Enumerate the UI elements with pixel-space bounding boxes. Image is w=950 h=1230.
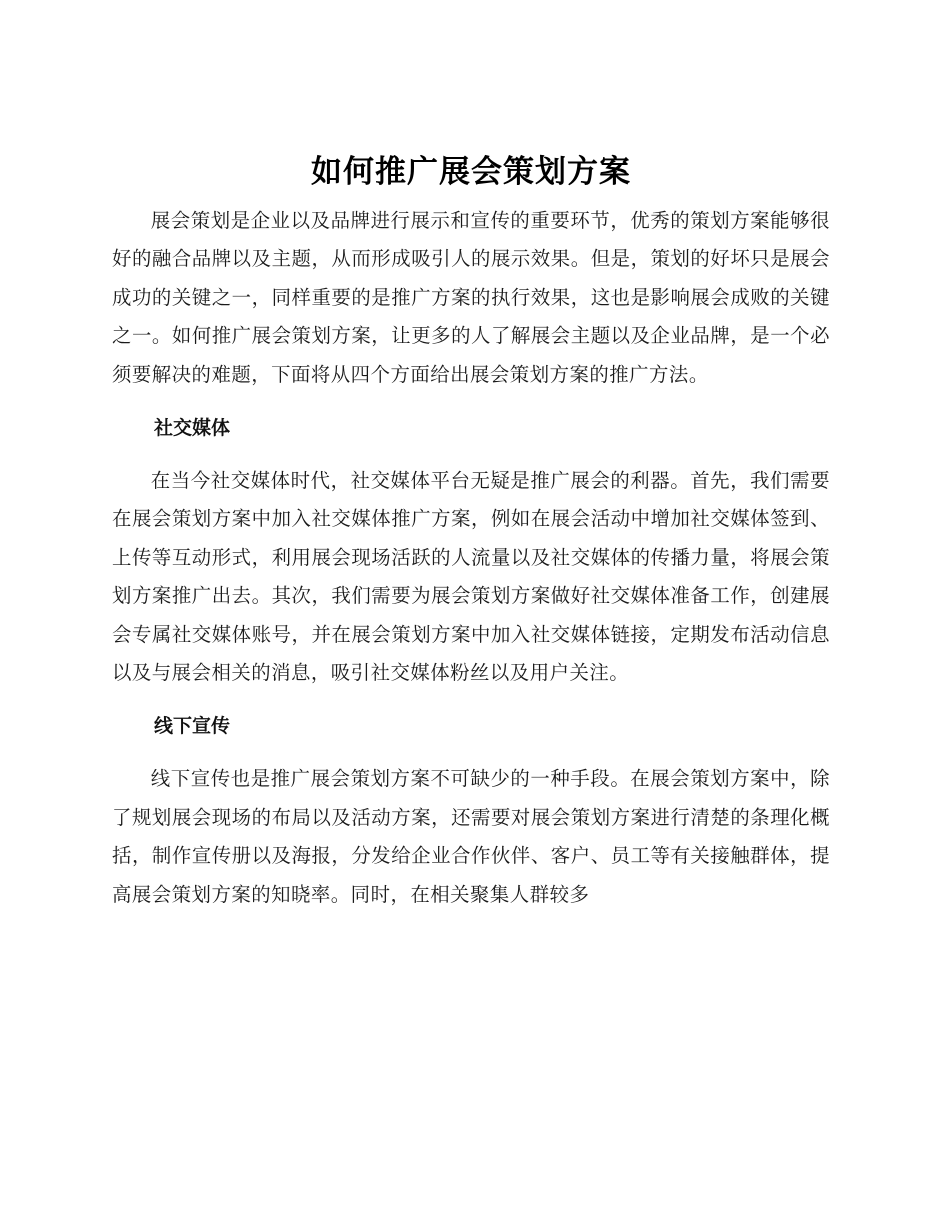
section-heading-social-media: 社交媒体 — [154, 417, 231, 440]
spacer — [112, 692, 830, 707]
intro-paragraph: 展会策划是企业以及品牌进行展示和宣传的重要环节，优秀的策划方案能够很好的融合品牌以及主题，从而形成吸引人的展示效果。但是，策划的好坏只是展会成功的关键之一，同样重要的是推广方案的执行效果，这也是影响展会成败的关键之一。如何推广展会策划方案，让更多的人了解展会主题以及企业品牌，是一个必须要解决的难题，下面将从四个方面给出展会策划方案的推广方法。 — [112, 209, 830, 386]
section-body-social-media: 在当今社交媒体时代，社交媒体平台无疑是推广展会的利器。首先，我们需要在展会策划方案中加入社交媒体推广方案，例如在展会活动中增加社交媒体签到、上传等互动形式，利用展会现场活跃的人流量以及社交媒体的传播力量，将展会策划方案推广出去。其次，我们需要为展会策划方案做好社交媒体准备工作，创建展会专属社交媒体账号，并在展会策划方案中加入社交媒体链接，定期发布活动信息以及与展会相关的消息，吸引社交媒体粉丝以及用户关注。 — [112, 469, 830, 685]
spacer — [112, 194, 830, 202]
section-heading-offline-promotion: 线下宣传 — [154, 715, 231, 738]
spacer — [112, 447, 830, 462]
spacer — [112, 745, 830, 760]
spacer — [112, 394, 830, 409]
section-body-offline-promotion: 线下宣传也是推广展会策划方案不可缺少的一种手段。在展会策划方案中，除了规划展会现场的布局以及活动方案，还需要对展会策划方案进行清楚的条理化概括，制作宣传册以及海报，分发给企业合作伙伴、客户、员工等有关接触群体，提高展会策划方案的知晓率。同时，在相关聚集人群较多 — [112, 767, 830, 906]
document-page — [112, 150, 830, 914]
document-title: 如何推广展会策划方案 — [311, 154, 631, 190]
